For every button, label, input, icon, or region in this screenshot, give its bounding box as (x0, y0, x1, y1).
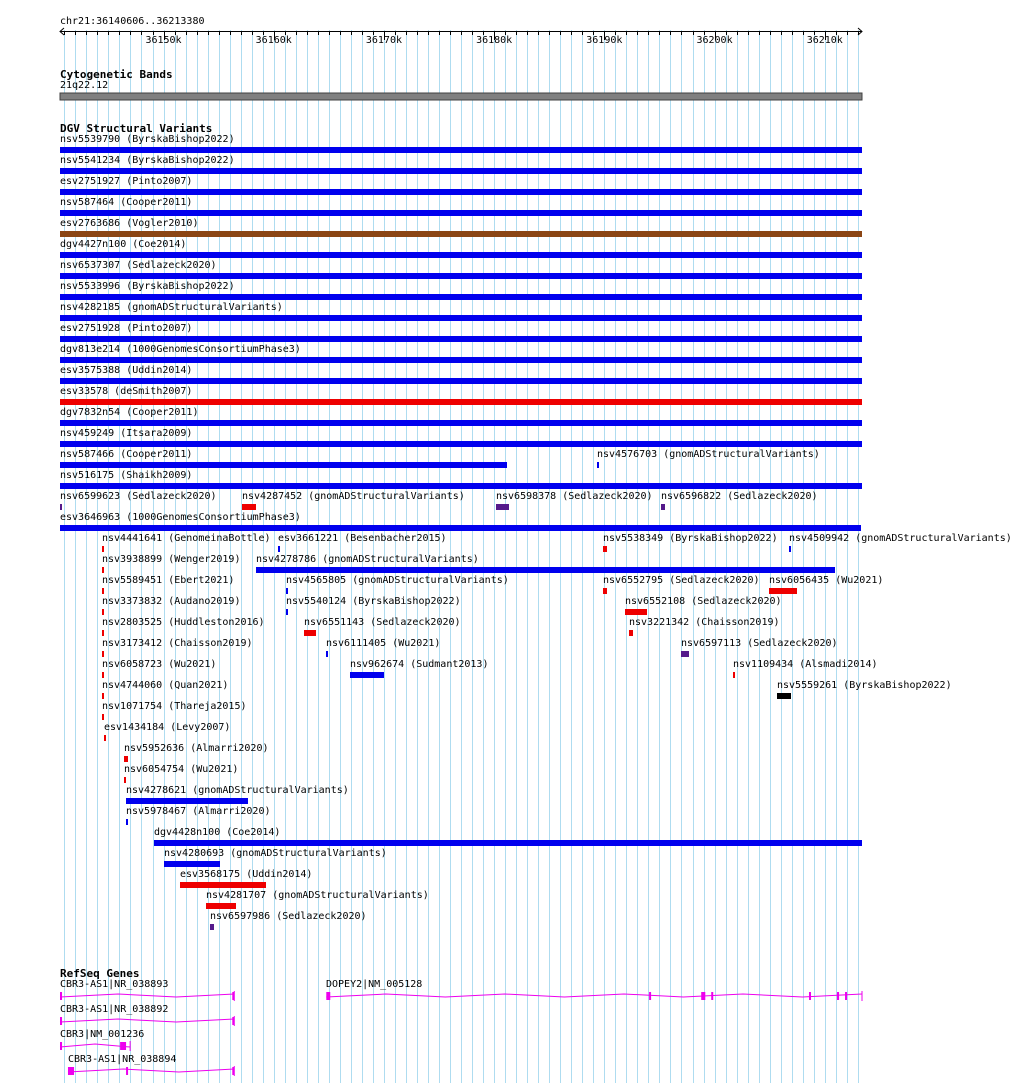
variant-nsv459249[interactable] (60, 441, 862, 447)
variant-label: nsv516175 (Shaikh2009) (60, 470, 193, 481)
variant-esv1434184[interactable] (104, 735, 106, 741)
variant-label: esv2763686 (Vogler2010) (60, 218, 199, 229)
variant-nsv5539790[interactable] (60, 147, 862, 153)
variant-nsv3373832[interactable] (102, 609, 104, 615)
ruler-tick-label: 36150k (145, 35, 182, 46)
variant-nsv4281707[interactable] (206, 903, 236, 909)
variant-nsv6054754[interactable] (124, 777, 126, 783)
variant-nsv6058723[interactable] (102, 672, 104, 678)
variant-esv3568175[interactable] (180, 882, 266, 888)
variant-label: nsv1071754 (Thareja2015) (102, 701, 247, 712)
variant-nsv5538349[interactable] (603, 546, 607, 552)
variant-nsv2803525[interactable] (102, 630, 104, 636)
variant-nsv5533996[interactable] (60, 294, 862, 300)
variant-nsv4282185[interactable] (60, 315, 862, 321)
variant-label: nsv6111405 (Wu2021) (326, 638, 441, 649)
gene-label: CBR3-AS1|NR_038893 (60, 979, 169, 990)
variant-label: nsv4565805 (gnomADStructuralVariants) (286, 575, 509, 586)
variant-label: nsv5559261 (ByrskaBishop2022) (777, 680, 952, 691)
variant-nsv4280693[interactable] (164, 861, 220, 867)
cytoband-bar[interactable] (60, 93, 862, 100)
variant-nsv1071754[interactable] (102, 714, 104, 720)
gene-exon[interactable] (126, 1067, 128, 1075)
variant-label: nsv4281707 (gnomADStructuralVariants) (206, 890, 429, 901)
variant-nsv6537307[interactable] (60, 273, 862, 279)
variant-esv3646963[interactable] (60, 525, 861, 531)
variant-nsv4565805[interactable] (286, 588, 288, 594)
variant-label: nsv6599623 (Sedlazeck2020) (60, 491, 217, 502)
variant-label: nsv1109434 (Alsmadi2014) (733, 659, 878, 670)
variant-nsv6056435[interactable] (769, 588, 797, 594)
ruler-tick-label: 36210k (806, 35, 843, 46)
variant-label: nsv6597113 (Sedlazeck2020) (681, 638, 838, 649)
variant-label: nsv4509942 (gnomADStructuralVariants) (789, 533, 1012, 544)
variant-label: nsv6058723 (Wu2021) (102, 659, 217, 670)
variant-label: nsv4441641 (GenomeinaBottle) (102, 533, 271, 544)
variant-label: nsv5952636 (Almarri2020) (124, 743, 269, 754)
variant-esv3661221[interactable] (278, 546, 280, 552)
variant-nsv4278786[interactable] (256, 567, 835, 573)
variant-label: nsv587466 (Cooper2011) (60, 449, 193, 460)
variant-label: nsv4287452 (gnomADStructuralVariants) (242, 491, 465, 502)
variant-label: esv3575388 (Uddin2014) (60, 365, 193, 376)
variant-label: nsv6056435 (Wu2021) (769, 575, 884, 586)
variant-label: esv2751928 (Pinto2007) (60, 323, 193, 334)
gene-exon[interactable] (68, 1067, 74, 1075)
variant-nsv6599623[interactable] (60, 504, 62, 510)
variant-nsv3221342[interactable] (629, 630, 633, 636)
variant-esv2763686[interactable] (60, 231, 862, 237)
variant-label: nsv3221342 (Chaisson2019) (629, 617, 780, 628)
variant-dgv4428n100[interactable] (154, 840, 862, 846)
variant-label: nsv4576703 (gnomADStructuralVariants) (597, 449, 820, 460)
variant-label: nsv6552108 (Sedlazeck2020) (625, 596, 782, 607)
variant-label: nsv5533996 (ByrskaBishop2022) (60, 281, 235, 292)
variant-label: esv2751927 (Pinto2007) (60, 176, 193, 187)
variant-label: esv3661221 (Besenbacher2015) (278, 533, 447, 544)
gene-exon[interactable] (60, 1017, 62, 1025)
variant-label: nsv3938899 (Wenger2019) (102, 554, 241, 565)
variant-nsv6551143[interactable] (304, 630, 316, 636)
ruler-tick-label: 36180k (476, 35, 513, 46)
variant-label: nsv5589451 (Ebert2021) (102, 575, 235, 586)
variant-label: nsv2803525 (Huddleston2016) (102, 617, 265, 628)
variant-nsv587464[interactable] (60, 210, 862, 216)
variant-nsv6111405[interactable] (326, 651, 328, 657)
variant-label: nsv6552795 (Sedlazeck2020) (603, 575, 760, 586)
variant-nsv4744060[interactable] (102, 693, 104, 699)
variant-nsv4509942[interactable] (789, 546, 791, 552)
variant-dgv7832n54[interactable] (60, 420, 862, 426)
variant-nsv516175[interactable] (60, 483, 862, 489)
variant-esv33578[interactable] (60, 399, 862, 405)
variant-label: nsv6537307 (Sedlazeck2020) (60, 260, 217, 271)
gene-exon[interactable] (711, 992, 713, 1000)
variant-label: esv3646963 (1000GenomesConsortiumPhase3) (60, 512, 301, 523)
variant-esv3575388[interactable] (60, 378, 862, 384)
gene-exon[interactable] (60, 992, 62, 1000)
dgv-track-title: DGV Structural Variants (60, 122, 213, 135)
variant-nsv587466[interactable] (60, 462, 507, 468)
variant-label: nsv459249 (Itsara2009) (60, 428, 193, 439)
variant-label: esv1434184 (Levy2007) (104, 722, 231, 733)
variant-nsv5541234[interactable] (60, 168, 862, 174)
variant-nsv1109434[interactable] (733, 672, 735, 678)
variant-label: nsv4278621 (gnomADStructuralVariants) (126, 785, 349, 796)
variant-label: nsv5539790 (ByrskaBishop2022) (60, 134, 235, 145)
variant-nsv3938899[interactable] (102, 567, 104, 573)
gene-exon[interactable] (809, 992, 811, 1000)
variant-nsv4278621[interactable] (126, 798, 248, 804)
gene-label: DOPEY2|NM_005128 (326, 979, 423, 990)
variant-label: nsv6551143 (Sedlazeck2020) (304, 617, 461, 628)
variant-label: dgv4428n100 (Coe2014) (154, 827, 281, 838)
cytoband-track-title: Cytogenetic Bands (60, 68, 173, 81)
gene-label: CBR3-AS1|NR_038892 (60, 1004, 169, 1015)
variant-nsv3173412[interactable] (102, 651, 104, 657)
variant-label: dgv7832n54 (Cooper2011) (60, 407, 199, 418)
variant-nsv5952636[interactable] (124, 756, 128, 762)
variant-nsv4576703[interactable] (597, 462, 600, 468)
ruler-location-label: chr21:36140606..36213380 (60, 16, 205, 27)
gene-exon[interactable] (60, 1042, 62, 1050)
variant-nsv6596822[interactable] (661, 504, 665, 510)
variant-label: esv3568175 (Uddin2014) (180, 869, 313, 880)
variant-nsv5978467[interactable] (126, 819, 128, 825)
variant-nsv6598378[interactable] (496, 504, 509, 510)
variant-nsv962674[interactable] (350, 672, 384, 678)
gene-label: CBR3|NM_001236 (60, 1029, 145, 1040)
variant-label: nsv3373832 (Audano2019) (102, 596, 241, 607)
variant-nsv6597113[interactable] (681, 651, 689, 657)
ruler-tick-label: 36190k (586, 35, 623, 46)
variant-label: nsv4280693 (gnomADStructuralVariants) (164, 848, 387, 859)
gene-exon[interactable] (837, 992, 839, 1000)
ruler-tick-label: 36200k (696, 35, 733, 46)
variant-nsv5559261[interactable] (777, 693, 791, 699)
gene-exon[interactable] (845, 992, 847, 1000)
gene-label: CBR3-AS1|NR_038894 (68, 1054, 177, 1065)
variant-label: nsv6598378 (Sedlazeck2020) (496, 491, 653, 502)
gene-exon[interactable] (649, 992, 651, 1000)
variant-label: nsv5978467 (Almarri2020) (126, 806, 271, 817)
variant-label: nsv3173412 (Chaisson2019) (102, 638, 253, 649)
variant-nsv6552795[interactable] (603, 588, 607, 594)
ruler-tick-label: 36160k (255, 35, 292, 46)
variant-label: dgv813e214 (1000GenomesConsortiumPhase3) (60, 344, 301, 355)
variant-label: nsv5538349 (ByrskaBishop2022) (603, 533, 778, 544)
variant-label: dgv4427n100 (Coe2014) (60, 239, 187, 250)
variant-label: nsv5540124 (ByrskaBishop2022) (286, 596, 461, 607)
variant-dgv4427n100[interactable] (60, 252, 862, 258)
gene-exon[interactable] (701, 992, 705, 1000)
variant-label: nsv962674 (Sudmant2013) (350, 659, 489, 670)
variant-label: nsv5541234 (ByrskaBishop2022) (60, 155, 235, 166)
variant-nsv4441641[interactable] (102, 546, 104, 552)
gene-exon[interactable] (326, 992, 330, 1000)
variant-label: nsv587464 (Cooper2011) (60, 197, 193, 208)
variant-dgv813e214[interactable] (60, 357, 862, 363)
variant-nsv4287452[interactable] (242, 504, 256, 510)
variant-label: nsv6054754 (Wu2021) (124, 764, 239, 775)
refseq-track-title: RefSeq Genes (60, 967, 140, 980)
gene-exon[interactable] (120, 1042, 126, 1050)
variant-nsv6597986[interactable] (210, 924, 214, 930)
variant-label: nsv4744060 (Quan2021) (102, 680, 229, 691)
variant-label: nsv4282185 (gnomADStructuralVariants) (60, 302, 283, 313)
ruler-tick-label: 36170k (365, 35, 402, 46)
variant-label: nsv4278786 (gnomADStructuralVariants) (256, 554, 479, 565)
variant-label: esv33578 (deSmith2007) (60, 386, 193, 397)
variant-label: nsv6596822 (Sedlazeck2020) (661, 491, 818, 502)
variant-label: nsv6597986 (Sedlazeck2020) (210, 911, 367, 922)
variant-nsv5589451[interactable] (102, 588, 104, 594)
cytoband-label: 21q22.12 (60, 80, 109, 91)
variant-esv2751927[interactable] (60, 189, 862, 195)
variant-esv2751928[interactable] (60, 336, 862, 342)
gene-intron-line[interactable] (68, 1069, 234, 1072)
variant-nsv6552108[interactable] (625, 609, 647, 615)
variant-nsv5540124[interactable] (286, 609, 288, 615)
